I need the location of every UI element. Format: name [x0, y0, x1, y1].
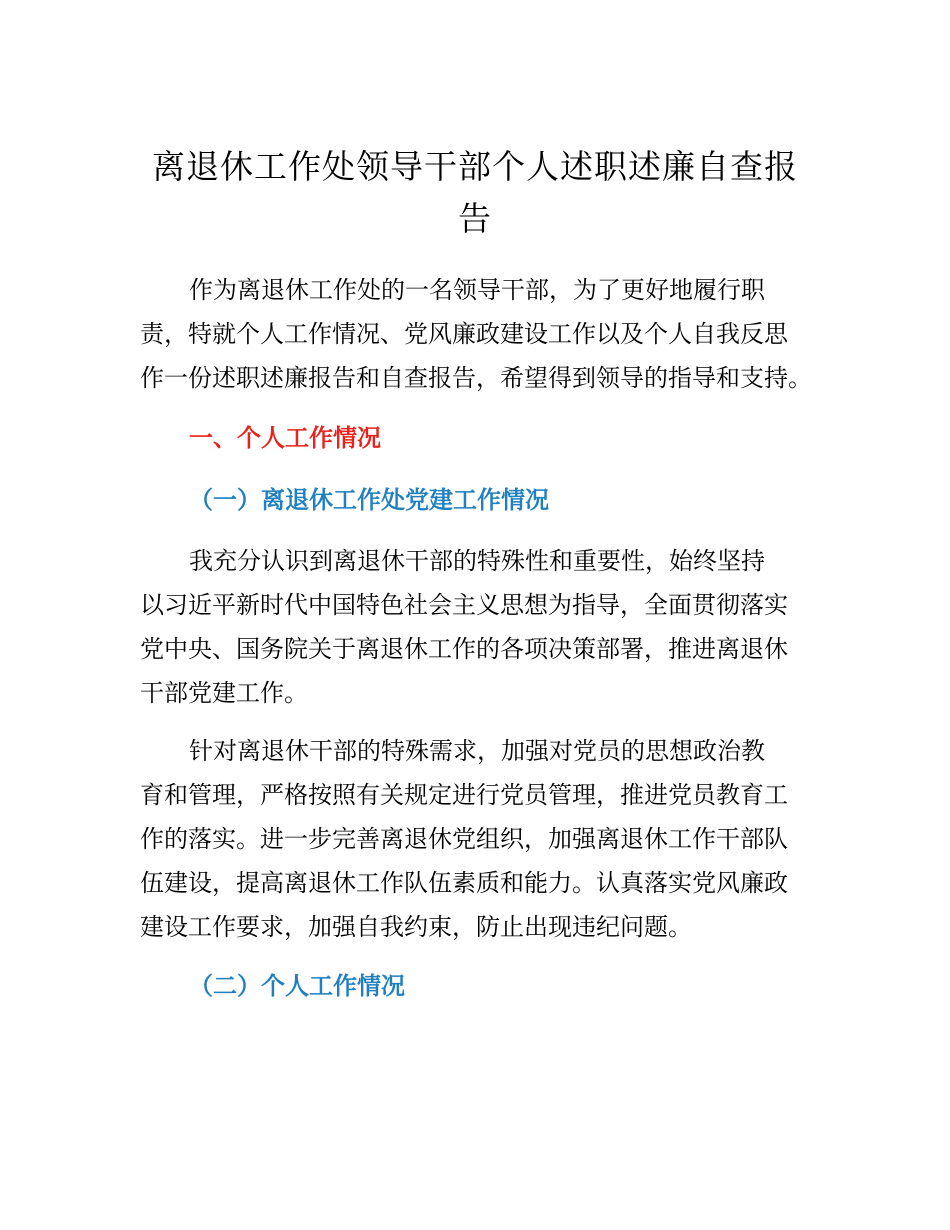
body-paragraph-1 [140, 539, 830, 715]
text-line: 伍建设，提高离退休工作队伍素质和能力。认真落实党风廉政 [140, 869, 788, 897]
text-line: 建设工作要求，加强自我约束，防止出现违纪问题。 [140, 913, 692, 941]
text-line: 以习近平新时代中国特色社会主义思想为指导，全面贯彻落实 [140, 591, 788, 619]
text-line: 作为离退休工作处的一名领导干部，为了更好地履行职 [189, 276, 765, 304]
text-line: 作一份述职述廉报告和自查报告，希望得到领导的指导和支持。 [140, 364, 812, 392]
text-line: 针对离退休干部的特殊需求，加强对党员的思想政治教 [189, 737, 765, 765]
intro-paragraph [140, 268, 830, 400]
text-line: 育和管理，严格按照有关规定进行党员管理，推进党员教育工 [140, 781, 788, 809]
subsection-heading-1: （一）离退休工作处党建工作情况 [189, 486, 549, 514]
title-line: 离退休工作处领导干部个人述职述廉自查报 [152, 147, 798, 186]
subsection-heading-2: （二）个人工作情况 [189, 972, 405, 1000]
title-line: 告 [458, 199, 492, 238]
text-line: 我充分认识到离退休干部的特殊性和重要性，始终坚持 [189, 547, 765, 575]
text-line: 党中央、国务院关于离退休工作的各项决策部署，推进离退休 [140, 635, 788, 663]
text-line: 责，特就个人工作情况、党风廉政建设工作以及个人自我反思 [140, 320, 788, 348]
section-heading-1: 一、个人工作情况 [189, 424, 381, 452]
page-title [140, 141, 810, 245]
text-line: 作的落实。进一步完善离退休党组织，加强离退休工作干部队 [140, 825, 788, 853]
text-line: 干部党建工作。 [140, 679, 308, 707]
body-paragraph-2 [140, 729, 830, 949]
